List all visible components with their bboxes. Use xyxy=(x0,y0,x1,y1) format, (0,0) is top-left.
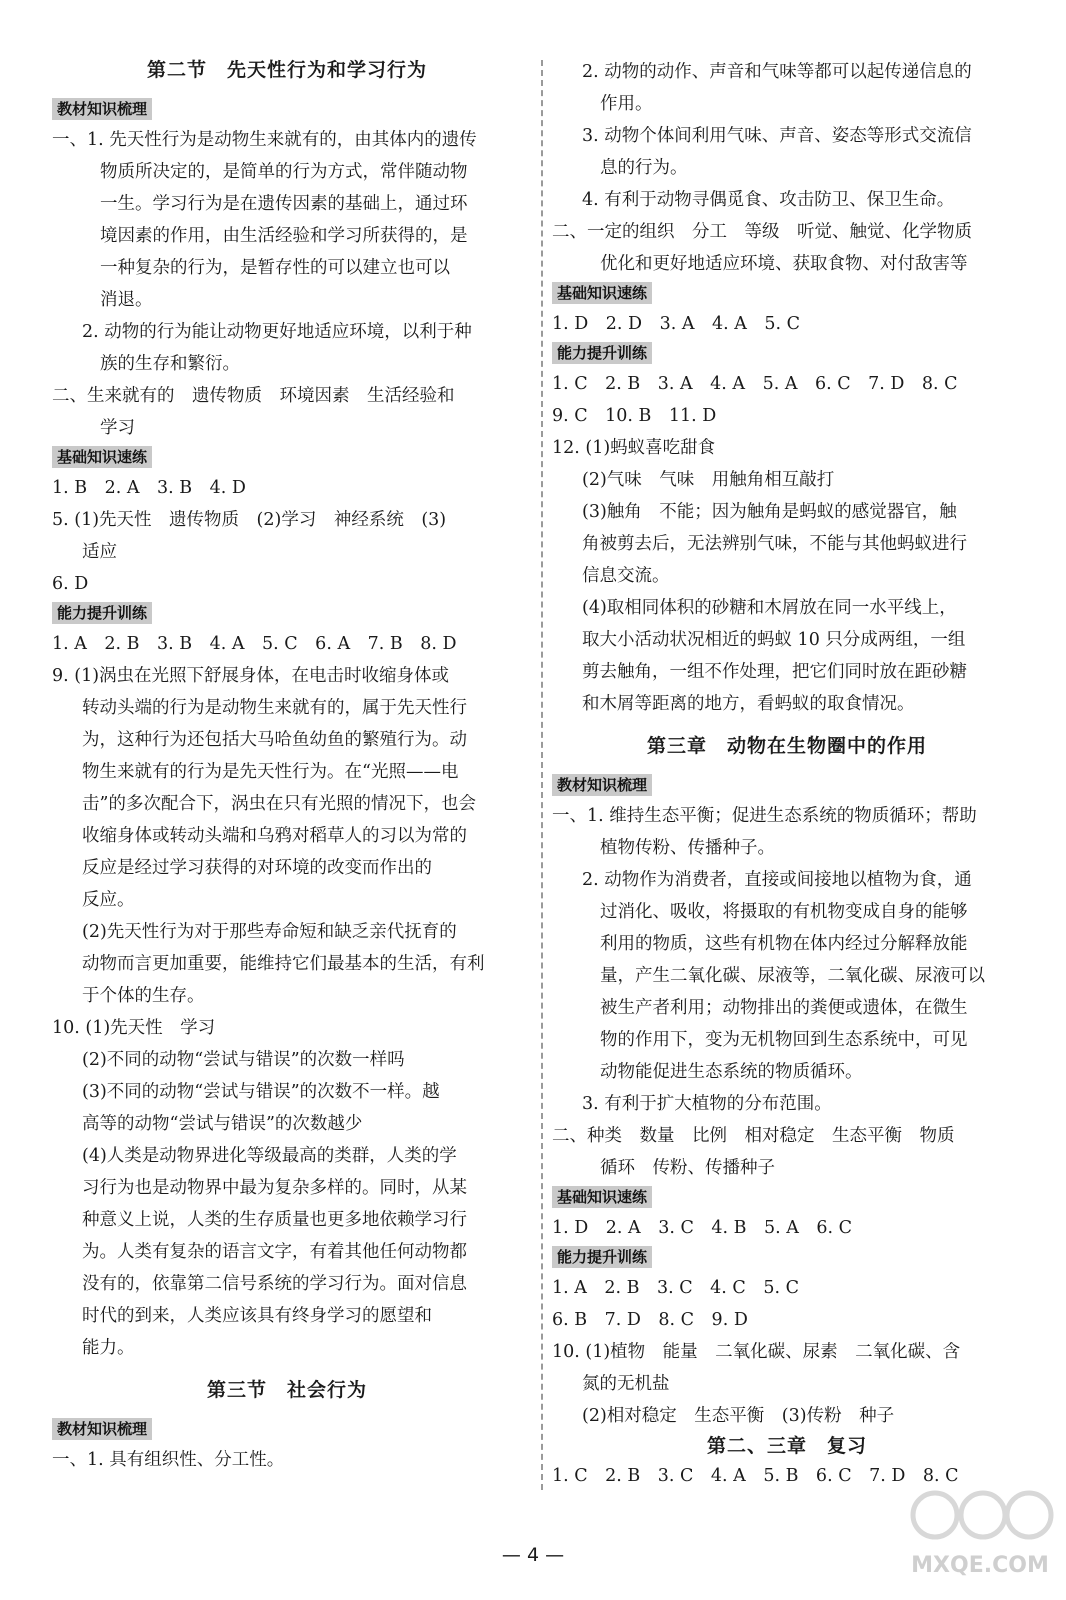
text-line: 物的作用下，变为无机物回到生态系统中，可见 xyxy=(600,1030,968,1050)
text-line: (4)人类是动物界进化等级最高的类群，人类的学 xyxy=(82,1146,457,1166)
text-line: 反应。 xyxy=(82,890,135,910)
section-title-innate-learning: 第二节 先天性行为和学习行为 xyxy=(146,59,427,81)
text-line: (3)不同的动物“尝试与错误”的次数不一样。越 xyxy=(82,1082,440,1102)
left-column xyxy=(52,50,522,1476)
text-line: 学习 xyxy=(100,418,135,438)
answer-line: 1. B 2. A 3. B 4. D xyxy=(52,478,246,498)
text-line: 信息交流。 xyxy=(582,566,670,586)
text-line: (2)先天性行为对于那些寿命短和缺乏亲代抚育的 xyxy=(82,922,457,942)
text-line: 植物传粉、传播种子。 xyxy=(600,838,775,858)
watermark-text: MXQE.COM xyxy=(911,1553,1049,1578)
text-line: 氮的无机盐 xyxy=(582,1374,670,1394)
text-line: 角被剪去后，无法辨别气味，不能与其他蚂蚁进行 xyxy=(582,534,967,554)
text-line: 击”的多次配合下，涡虫在只有光照的情况下，也会 xyxy=(82,794,476,814)
text-line: (4)取相同体积的砂糖和木屑放在同一水平线上， xyxy=(582,598,957,618)
label-textbook-review: 教材知识梳理 xyxy=(552,774,652,796)
answer-line: 1. A 2. B 3. C 4. C 5. C xyxy=(552,1278,799,1298)
text-line: 取大小活动状况相近的蚂蚁 10 只分成两组，一组 xyxy=(582,630,966,650)
text-line: 一、1. 先天性行为是动物生来就有的，由其体内的遗传 xyxy=(52,130,477,150)
text-line: 优化和更好地适应环境、获取食物、对付敌害等 xyxy=(600,254,968,274)
text-line: 作用。 xyxy=(600,94,653,114)
answer-line: 9. (1)涡虫在光照下舒展身体，在电击时收缩身体或 xyxy=(52,666,450,686)
text-line: 为，这种行为还包括大马哈鱼幼鱼的繁殖行为。动 xyxy=(82,730,467,750)
watermark-logo xyxy=(905,1480,1055,1580)
text-line: 收缩身体或转动头端和乌鸦对稻草人的习以为常的 xyxy=(82,826,467,846)
page-number: — 4 — xyxy=(501,1544,565,1566)
text-line: 境因素的作用，由生活经验和学习所获得的，是 xyxy=(100,226,468,246)
text-line: 剪去触角，一组不作处理，把它们同时放在距砂糖 xyxy=(582,662,967,682)
text-line: 3. 有利于扩大植物的分布范围。 xyxy=(582,1094,832,1114)
text-line: 动物能促进生态系统的物质循环。 xyxy=(600,1062,863,1082)
label-textbook-review: 教材知识梳理 xyxy=(52,1418,152,1440)
answer-line: 5. (1)先天性 遗传物质 (2)学习 神经系统 (3) xyxy=(52,510,447,530)
right-column xyxy=(552,56,1022,1492)
label-basic-drill: 基础知识速练 xyxy=(552,282,652,304)
answer-line: 6. D xyxy=(52,574,89,594)
answer-line: 10. (1)先天性 学习 xyxy=(52,1018,216,1038)
answer-line: 6. B 7. D 8. C 9. D xyxy=(552,1310,748,1330)
section-title-review: 第二、三章 复习 xyxy=(706,1435,867,1457)
text-line: 一、1. 具有组织性、分工性。 xyxy=(52,1450,285,1470)
text-line: 物质所决定的，是简单的行为方式，常伴随动物 xyxy=(100,162,468,182)
text-line: 能力。 xyxy=(82,1338,135,1358)
chapter-title-animals-biosphere: 第三章 动物在生物圈中的作用 xyxy=(646,735,927,757)
text-line: 种意义上说，人类的生存质量也更多地依赖学习行 xyxy=(82,1210,467,1230)
text-line: 于个体的生存。 xyxy=(82,986,205,1006)
text-line: 一种复杂的行为，是暂存性的可以建立也可以 xyxy=(100,258,450,278)
label-ability-training: 能力提升训练 xyxy=(52,602,152,624)
text-line: 一、1. 维持生态平衡；促进生态系统的物质循环；帮助 xyxy=(552,806,977,826)
text-line: 3. 动物个体间利用气味、声音、姿态等形式交流信 xyxy=(582,126,972,146)
text-line: 转动头端的行为是动物生来就有的，属于先天性行 xyxy=(82,698,467,718)
text-line: 反应是经过学习获得的对环境的改变而作出的 xyxy=(82,858,432,878)
label-ability-training: 能力提升训练 xyxy=(552,1246,652,1268)
text-line: 没有的，依靠第二信号系统的学习行为。面对信息 xyxy=(82,1274,467,1294)
text-line: 物生来就有的行为是先天性行为。在“光照——电 xyxy=(82,762,459,782)
text-line: 高等的动物“尝试与错误”的次数越少 xyxy=(82,1114,363,1134)
text-line: 4. 有利于动物寻偶觅食、攻击防卫、保卫生命。 xyxy=(582,190,955,210)
text-line: 2. 动物的行为能让动物更好地适应环境，以利于种 xyxy=(82,322,472,342)
text-line: 息的行为。 xyxy=(600,158,688,178)
text-line: (2)气味 气味 用触角相互敲打 xyxy=(582,470,835,490)
text-line: 被生产者利用；动物排出的粪便或遗体，在微生 xyxy=(600,998,968,1018)
text-line: (2)相对稳定 生态平衡 (3)传粉 种子 xyxy=(582,1406,895,1426)
answer-line: 9. C 10. B 11. D xyxy=(552,406,717,426)
text-line: 利用的物质，这些有机物在体内经过分解释放能 xyxy=(600,934,968,954)
text-line: (3)触角 不能；因为触角是蚂蚁的感觉器官，触 xyxy=(582,502,957,522)
answer-line: 1. D 2. D 3. A 4. A 5. C xyxy=(552,314,801,334)
answer-line: 10. (1)植物 能量 二氧化碳、尿素 二氧化碳、含 xyxy=(552,1342,961,1362)
answer-line: 1. C 2. B 3. C 4. A 5. B 6. C 7. D 8. C xyxy=(552,1466,959,1486)
text-line: 2. 动物的动作、声音和气味等都可以起传递信息的 xyxy=(582,62,972,82)
text-line: 时代的到来，人类应该具有终身学习的愿望和 xyxy=(82,1306,432,1326)
watermark-icon xyxy=(905,1480,1055,1580)
text-line: 量，产生二氧化碳、尿液等，二氧化碳、尿液可以 xyxy=(600,966,985,986)
label-textbook-review: 教材知识梳理 xyxy=(52,98,152,120)
text-line: 一生。学习行为是在遗传因素的基础上，通过环 xyxy=(100,194,468,214)
text-line: 二、生来就有的 遗传物质 环境因素 生活经验和 xyxy=(52,386,455,406)
text-line: 2. 动物作为消费者，直接或间接地以植物为食，通 xyxy=(582,870,972,890)
label-basic-drill: 基础知识速练 xyxy=(52,446,152,468)
text-line: 二、种类 数量 比例 相对稳定 生态平衡 物质 xyxy=(552,1126,955,1146)
column-divider xyxy=(541,60,543,1490)
section-title-social-behavior: 第三节 社会行为 xyxy=(206,1379,367,1401)
text-line: 消退。 xyxy=(100,290,153,310)
text-line: 族的生存和繁衍。 xyxy=(100,354,240,374)
text-line: 过消化、吸收，将摄取的有机物变成自身的能够 xyxy=(600,902,968,922)
answer-line: 1. A 2. B 3. B 4. A 5. C 6. A 7. B 8. D xyxy=(52,634,457,654)
text-line: 和木屑等距离的地方，看蚂蚁的取食情况。 xyxy=(582,694,915,714)
answer-line: 1. C 2. B 3. A 4. A 5. A 6. C 7. D 8. C xyxy=(552,374,958,394)
text-line: (2)不同的动物“尝试与错误”的次数一样吗 xyxy=(82,1050,405,1070)
text-line: 为。人类有复杂的语言文字，有着其他任何动物都 xyxy=(82,1242,467,1262)
answer-line: 1. D 2. A 3. C 4. B 5. A 6. C xyxy=(552,1218,853,1238)
text-line: 二、一定的组织 分工 等级 听觉、触觉、化学物质 xyxy=(552,222,972,242)
answer-line: 适应 xyxy=(82,542,117,562)
label-ability-training: 能力提升训练 xyxy=(552,342,652,364)
label-basic-drill: 基础知识速练 xyxy=(552,1186,652,1208)
text-line: 习行为也是动物界中最为复杂多样的。同时，从某 xyxy=(82,1178,467,1198)
text-line: 动物而言更加重要，能维持它们最基本的生活，有利 xyxy=(82,954,485,974)
answer-line: 12. (1)蚂蚁喜吃甜食 xyxy=(552,438,716,458)
text-line: 循环 传粉、传播种子 xyxy=(600,1158,775,1178)
